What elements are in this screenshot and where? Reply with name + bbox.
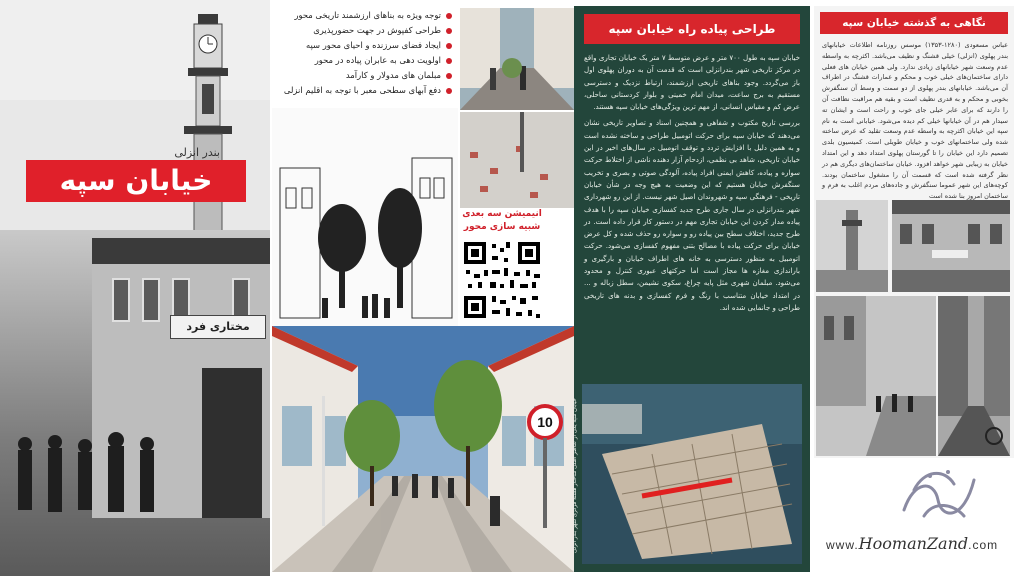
speed-sign: 10 xyxy=(537,414,553,430)
feature-item: اولویت دهی به عابران پیاده در محور xyxy=(270,53,452,68)
poster-title: خیابان سپه xyxy=(26,160,246,202)
website-link[interactable]: www.HoomanZand.com xyxy=(826,534,999,553)
historic-photo-tower xyxy=(816,200,888,292)
bullet-icon xyxy=(446,43,452,49)
bullet-icon xyxy=(446,13,452,19)
history-panel-text: عباس مسعودی (۱۲۸۰-۱۳۵۳) موسس روزنامه اطلاعات خیابانهای بندر پهلوی (انزلی) خیلی قشنگ و نظیف می‌باشد. اکثرچه به واسطه عدم وسعت شهر خیابانهای زیادی ندارد. ولی همین خیابان های فعلی دارای ساختمان‌های خیلی خوب و محکم و عمارات قشنگ در اطراف آن می‌باشد. خیابانهای بندر پهلوی از دو سمت و وسط آن سنگفرش بخوبی و محکم و به قدری نظیف است و بقیه هم مراقبت نظافت آن را دارند که برای عابر خیلی جای خوب و راحت است و ایشان ته سیدار هم در آن خیابانها خیلی کم دیده می‌شود. خیابانی است به نام سپه این خیابان اکثرچه به واسطه عدم وسعت تقلید که عرض ساخته شده ولی ساختمانهای خوب و خیابان طویلی است. کمیسیون بلدی تصمیم دارد این خیابان را تا گورستان پهلوی امتداد دهد و این امتداد خیابان به زیبایی شهر خواهد افزود. خیابان ساختمان‌های دیگری هم در نظر گرفته شده است که قسمت آن را مشغول ساختمان بودند. کوچه‌های این شهر عموما سنگفرش و جاده‌های مردم اغلب به فرم و ساختمان امروز بنا شده است xyxy=(822,41,1008,201)
shop-sign: مختاری فرد xyxy=(170,315,266,339)
bullet-icon xyxy=(446,73,452,79)
calligraphy-logo-icon xyxy=(894,460,982,526)
paving-photo xyxy=(460,112,574,208)
city-map-image xyxy=(582,384,802,564)
feature-item: مبلمان های مدولار و کارآمد xyxy=(270,68,452,83)
street-sketch-image xyxy=(272,108,458,326)
feature-item: طراحی کفپوش در جهت حضورپذیری xyxy=(270,23,452,38)
history-panel-title: نگاهی به گذشته خیابان سپه xyxy=(820,12,1008,34)
street-photo-top xyxy=(460,8,574,110)
pedestrians-image xyxy=(8,420,178,520)
bullet-icon xyxy=(446,58,452,64)
street-render-image xyxy=(272,326,574,572)
historic-photo-building xyxy=(892,200,1010,292)
poster-panel xyxy=(0,0,270,576)
features-list xyxy=(270,0,460,108)
main-panel-text: خیابان سپه به طول ۷۰۰ متر و عرض متوسط ۷ متر یک خیابان تجاری واقع در مرکز تاریخی شهر بندرانزلی است که قدمت آن به دوران پهلوی اول باز می‌گردد. وجود بناهای تاریخی ارزشمند، ارتباط نزدیک و دسترسی مستقیم به برج ساعت، میدان امام خمینی و بلوار کردستانی ساحلی، عرض کم و مقیاس انسانی، از مهم ترین ویژگی‌های خیابان سپه هستند. بررسی تاریخ مکتوب و شفاهی و همچنین اسناد و تصاویر تاریخی نشان می‌دهند که خیابان سپه برای حرکت اتومبیل طراحی و ساخته نشده است و به همین دلیل با افزایش تردد و توقف اتومبیل در سال‌های اخیر در این خیابان تاریخی، شاهد بی نظمی، ازدحام آزار دهنده ناشی از اختلاط حرکت سواره و پیاده، کاهش ایمنی افراد پیاده، آلودگی صوتی و بصری و تخریب سنگفرش خیابان هستیم که این وضعیت به هیچ وجه در شأن خیابان تاریخی - فرهنگی سپه و شهروندان اصیل شهر نیست. از این رو شهرداری شهر بندرانزلی در سال جاری طرح جدید کفسازی خیابان سپه را با هدف پیاده مدار کردن این خیابان تجاری مهم در دستور کار قرار داده است. در طرح جدید، اختلاف سطح بین پیاده رو و سواره رو حذف شده و کل عرض خیابان برای حرکت پیاده با مصالح بتنی مفهوم کفسازی می‌شود. حرکت اتومبیل به منظور دسترسی به خانه های اطراف خیابان و بارگیری و باراندازی مغازه ها مجاز است اما حرکتهای عبوری کنترل و محدود می‌شود. مبلمان شهری مثل پایه چراغ، سکوی نشیمن، سطل زباله و ... در امتداد خیابان متناسب با رنگ و فرم کفسازی و بدنه های تاریخی طراحی و جانمایی شده اند. xyxy=(584,53,801,312)
main-panel-title: طراحی پیاده راه خیابان سپه xyxy=(584,14,800,44)
qr-caption: انیمیشن سه بعدی شبیه سازی محور xyxy=(462,209,542,232)
historic-photo-alley xyxy=(938,296,1010,456)
designer-logo[interactable] xyxy=(814,458,1024,576)
feature-item: توجه ویژه به بناهای ارزشمند تاریخی محور xyxy=(270,8,452,23)
bullet-icon xyxy=(446,88,452,94)
map-caption: خیابان سپه یکی از عناصر اصلی ساختار هسته مرکزی شهر بندر انزلی xyxy=(572,398,578,554)
feature-item: ایجاد فضای سرزنده و احیای محور سپه xyxy=(270,38,452,53)
main-description-panel xyxy=(574,6,810,572)
historic-photo-street xyxy=(816,296,936,456)
poster-subtitle: بندر انزلی xyxy=(174,146,220,159)
bullet-icon xyxy=(446,28,452,34)
qr-code[interactable] xyxy=(462,240,542,320)
feature-item: دفع آبهای سطحی معبر با توجه به اقلیم انزلی xyxy=(270,83,452,98)
